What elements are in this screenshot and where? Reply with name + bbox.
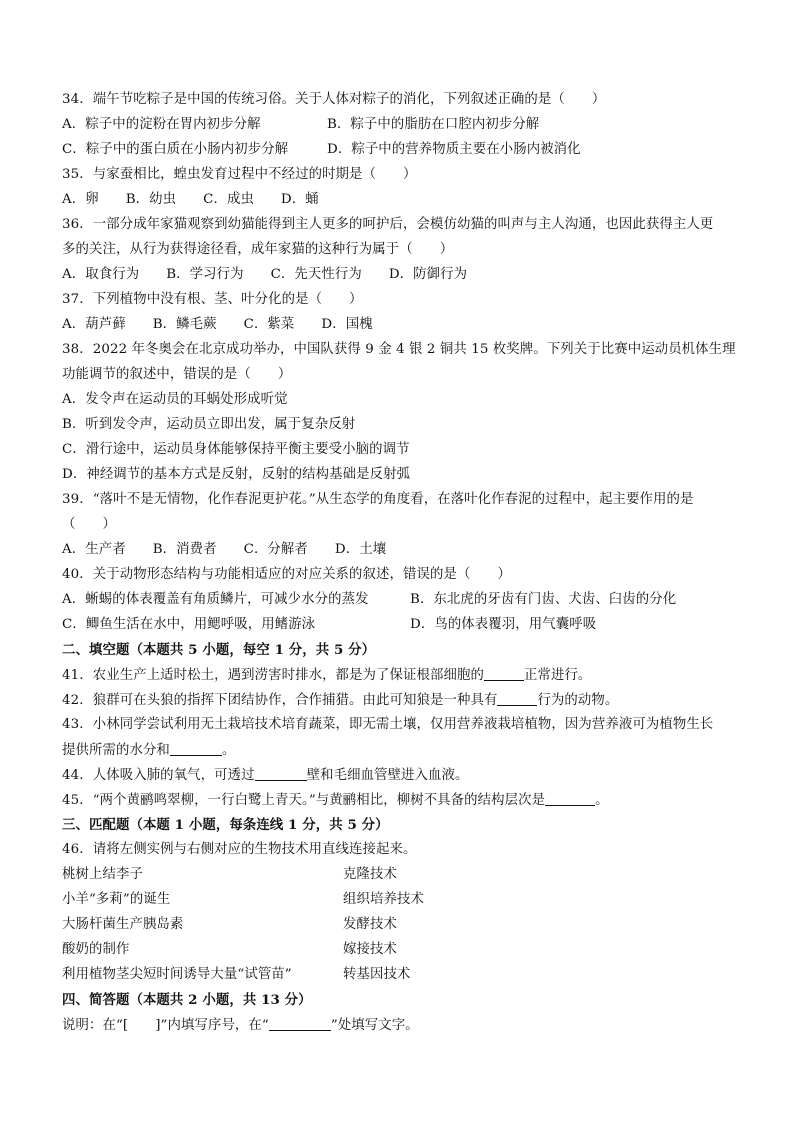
answer-blank bbox=[545, 791, 595, 806]
answer-blank bbox=[170, 741, 222, 756]
section-2-heading: 二、填空题（本题共 5 小题，每空 1 分，共 5 分） bbox=[62, 642, 376, 658]
question-36-stem-line1: 36．一部分成年家猫观察到幼猫能得到主人更多的呵护后，会模仿幼猫的叫声与主人沟通，也因此获得主人更 bbox=[62, 217, 714, 232]
question-42-tail: 行为的动物。 bbox=[537, 693, 619, 708]
match-right-item: 组织培养技术 bbox=[343, 892, 424, 907]
question-43-line1: 43．小林同学尝试利用无土栽培技术培育蔬菜，即无需土壤，仅用营养液栽培植物，因为营养液可为植物生长 bbox=[62, 717, 714, 732]
instruction-note-tail: ”处填写文字。 bbox=[330, 1018, 419, 1033]
question-36-stem-line2: 多的关注，从行为获得途径看，成年家猫的这种行为属于（ ） bbox=[62, 242, 454, 257]
question-40-stem: 40．关于动物形态结构与功能相适应的对应关系的叙述，错误的是（ ） bbox=[62, 567, 511, 582]
match-left-item: 桃树上结李子 bbox=[62, 867, 143, 882]
question-45-text: 45．“两个黄鹂鸣翠柳，一行白鹭上青天。”与黄鹂相比，柳树不具备的结构层次是 bbox=[62, 793, 546, 808]
answer-blank bbox=[255, 766, 307, 781]
answer-blank bbox=[269, 1016, 331, 1031]
answer-blank bbox=[497, 691, 537, 706]
answer-blank bbox=[484, 666, 524, 681]
instruction-note-text: 说明：在“[ ]”内填写序号，在“ bbox=[62, 1018, 269, 1033]
question-38-option-b: B．听到发令声，运动员立即出发，属于复杂反射 bbox=[62, 417, 356, 432]
question-35-stem: 35．与家蚕相比，蝗虫发育过程中不经过的时期是（ ） bbox=[62, 167, 417, 182]
question-38-option-a: A．发令声在运动员的耳蜗处形成听觉 bbox=[62, 392, 288, 407]
match-left-item: 小羊“多莉”的诞生 bbox=[62, 892, 171, 907]
question-41-text: 41．农业生产上适时松土，遇到涝害时排水，都是为了保证根部细胞的 bbox=[62, 668, 484, 683]
section-3-heading: 三、匹配题（本题 1 小题，每条连线 1 分，共 5 分） bbox=[62, 817, 389, 833]
question-40-option-a: A．蜥蜴的体表覆盖有角质鳞片，可减少水分的蒸发 bbox=[62, 592, 369, 607]
match-left-item: 利用植物茎尖短时间诱导大量“试管苗” bbox=[62, 967, 292, 982]
question-45-tail: 。 bbox=[595, 793, 609, 808]
question-38-option-d: D．神经调节的基本方式是反射，反射的结构基础是反射弧 bbox=[62, 467, 411, 482]
match-left-item: 酸奶的制作 bbox=[62, 942, 130, 957]
question-44-tail: 壁和毛细血管壁进入血液。 bbox=[306, 768, 469, 783]
question-44-text: 44．人体吸入肺的氧气，可透过 bbox=[62, 768, 255, 783]
question-38-option-c: C．滑行途中，运动员身体能够保持平衡主要受小脑的调节 bbox=[62, 442, 410, 457]
question-43-line2 bbox=[62, 741, 235, 760]
question-34-stem: 34．端午节吃粽子是中国的传统习俗。关于人体对粽子的消化，下列叙述正确的是（ ） bbox=[62, 92, 606, 107]
question-39-stem-line1: 39．“落叶不是无情物，化作春泥更护花。”从生态学的角度看，在落叶化作春泥的过程中，起主要作用的是 bbox=[62, 492, 694, 507]
question-46-stem: 46．请将左侧实例与右侧对应的生物技术用直线连接起来。 bbox=[62, 842, 417, 857]
question-38-stem-line2: 功能调节的叙述中，错误的是（ ） bbox=[62, 367, 292, 382]
question-38-stem-line1: 38．2022 年冬奥会在北京成功举办，中国队获得 9 金 4 银 2 铜共 15 枚奖牌。下列关于比赛中运动员机体生理 bbox=[62, 342, 736, 357]
instruction-note bbox=[62, 1016, 419, 1035]
question-34-option-b: B．粽子中的脂肪在口腔内初步分解 bbox=[327, 117, 540, 132]
question-40-option-d: D．鸟的体表覆羽，用气囊呼吸 bbox=[410, 617, 597, 632]
question-34-option-c: C．粽子中的蛋白质在小肠内初步分解 bbox=[62, 142, 289, 157]
question-34-option-a: A．粽子中的淀粉在胃内初步分解 bbox=[62, 117, 261, 132]
question-40-option-b: B．东北虎的牙齿有门齿、犬齿、臼齿的分化 bbox=[410, 592, 677, 607]
question-43-text: 提供所需的水分和 bbox=[62, 743, 170, 758]
section-4-heading: 四、简答题（本题共 2 小题，共 13 分） bbox=[62, 992, 312, 1008]
question-43-tail: 。 bbox=[221, 743, 236, 758]
question-39-stem-line2: （ ） bbox=[62, 517, 116, 532]
match-right-item: 转基因技术 bbox=[343, 967, 411, 982]
match-left-item: 大肠杆菌生产胰岛素 bbox=[62, 917, 184, 932]
match-right-item: 发酵技术 bbox=[343, 917, 397, 932]
match-right-item: 嫁接技术 bbox=[343, 942, 397, 957]
question-35-options: A．卵 B．幼虫 C．成虫 D．蛹 bbox=[62, 192, 319, 207]
question-40-option-c: C．鲫鱼生活在水中，用鳃呼吸，用鳍游泳 bbox=[62, 617, 316, 632]
question-44 bbox=[62, 766, 469, 785]
question-34-option-d: D．粽子中的营养物质主要在小肠内被消化 bbox=[327, 142, 581, 157]
question-41-tail: 正常进行。 bbox=[523, 668, 592, 683]
question-37-options: A．葫芦藓 B．鳞毛蕨 C．紫菜 D．国槐 bbox=[62, 317, 373, 332]
question-41 bbox=[62, 666, 591, 685]
match-right-item: 克隆技术 bbox=[343, 867, 397, 882]
question-45 bbox=[62, 791, 609, 810]
question-39-options: A．生产者 B．消费者 C．分解者 D．土壤 bbox=[62, 542, 387, 557]
question-42 bbox=[62, 691, 618, 710]
question-37-stem: 37．下列植物中没有根、茎、叶分化的是（ ） bbox=[62, 292, 363, 307]
question-36-options: A．取食行为 B．学习行为 C．先天性行为 D．防御行为 bbox=[62, 267, 468, 282]
question-42-text: 42．狼群可在头狼的指挥下团结协作，合作捕猎。由此可知狼是一种具有 bbox=[62, 693, 498, 708]
